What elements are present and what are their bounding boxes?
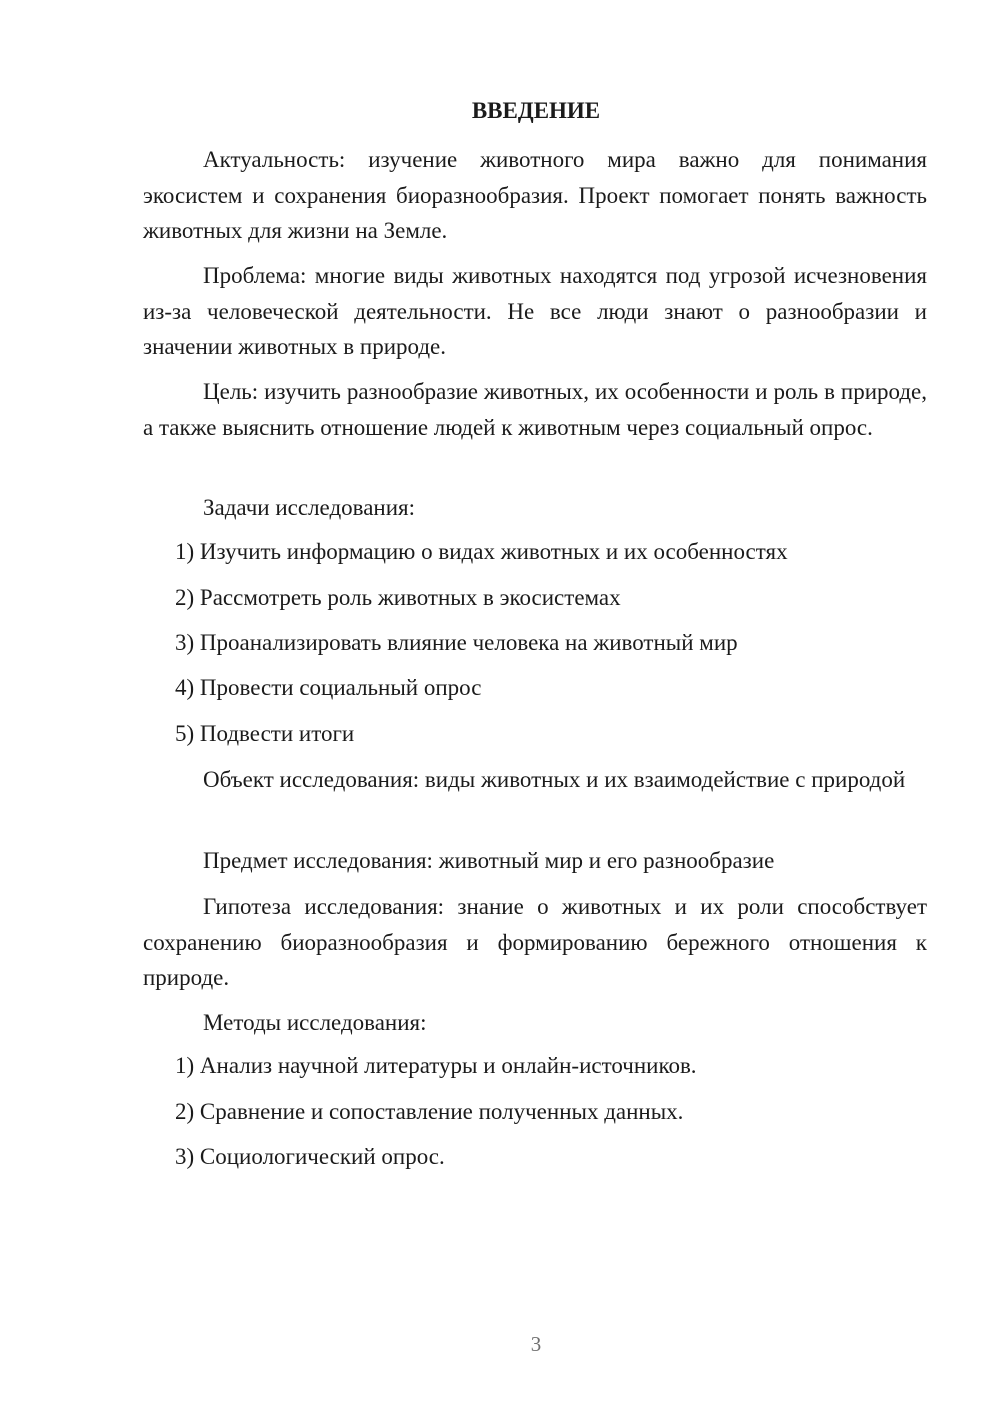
method-item: 1) Анализ научной литературы и онлайн-источников.: [175, 1053, 697, 1078]
methods-heading: Методы исследования:: [203, 1010, 427, 1035]
task-item: 5) Подвести итоги: [175, 721, 355, 746]
tasks-heading: Задачи исследования:: [203, 495, 416, 520]
task-item: 3) Проанализировать влияние человека на животный мир: [175, 630, 738, 655]
task-item: 1) Изучить информацию о видах животных и их особенностях: [175, 539, 788, 564]
object-paragraph: Объект исследования: виды животных и их взаимодействие с природой: [203, 767, 906, 792]
relevance-paragraph: Актуальность: изучение животного мира важно для понимания экосистем и сохранения биоразнообразия. Проект помогает понять важность животных для жизни на Земле.: [143, 147, 927, 243]
page-title: ВВЕДЕНИЕ: [471, 98, 601, 123]
method-item: 2) Сравнение и сопоставление полученных данных.: [175, 1099, 684, 1124]
task-item: 4) Провести социальный опрос: [175, 675, 482, 700]
problem-paragraph: Проблема: многие виды животных находятся под угрозой исчезновения из-за человеческой деятельности. Не все люди знают о разнообразии и значении животных в природе.: [143, 263, 927, 359]
hypothesis-paragraph: Гипотеза исследования: знание о животных и их роли способствует сохранению биоразнообразия и формированию бережного отношения к природе.: [143, 894, 927, 990]
subject-paragraph: Предмет исследования: животный мир и его разнообразие: [203, 848, 775, 873]
goal-paragraph: Цель: изучить разнообразие животных, их особенности и роль в природе, а также выяснить отношение людей к животным через социальный опрос.: [143, 379, 927, 440]
task-item: 2) Рассмотреть роль животных в экосистемах: [175, 585, 621, 610]
page-number: 3: [530, 1332, 542, 1356]
method-item: 3) Социологический опрос.: [175, 1144, 445, 1169]
